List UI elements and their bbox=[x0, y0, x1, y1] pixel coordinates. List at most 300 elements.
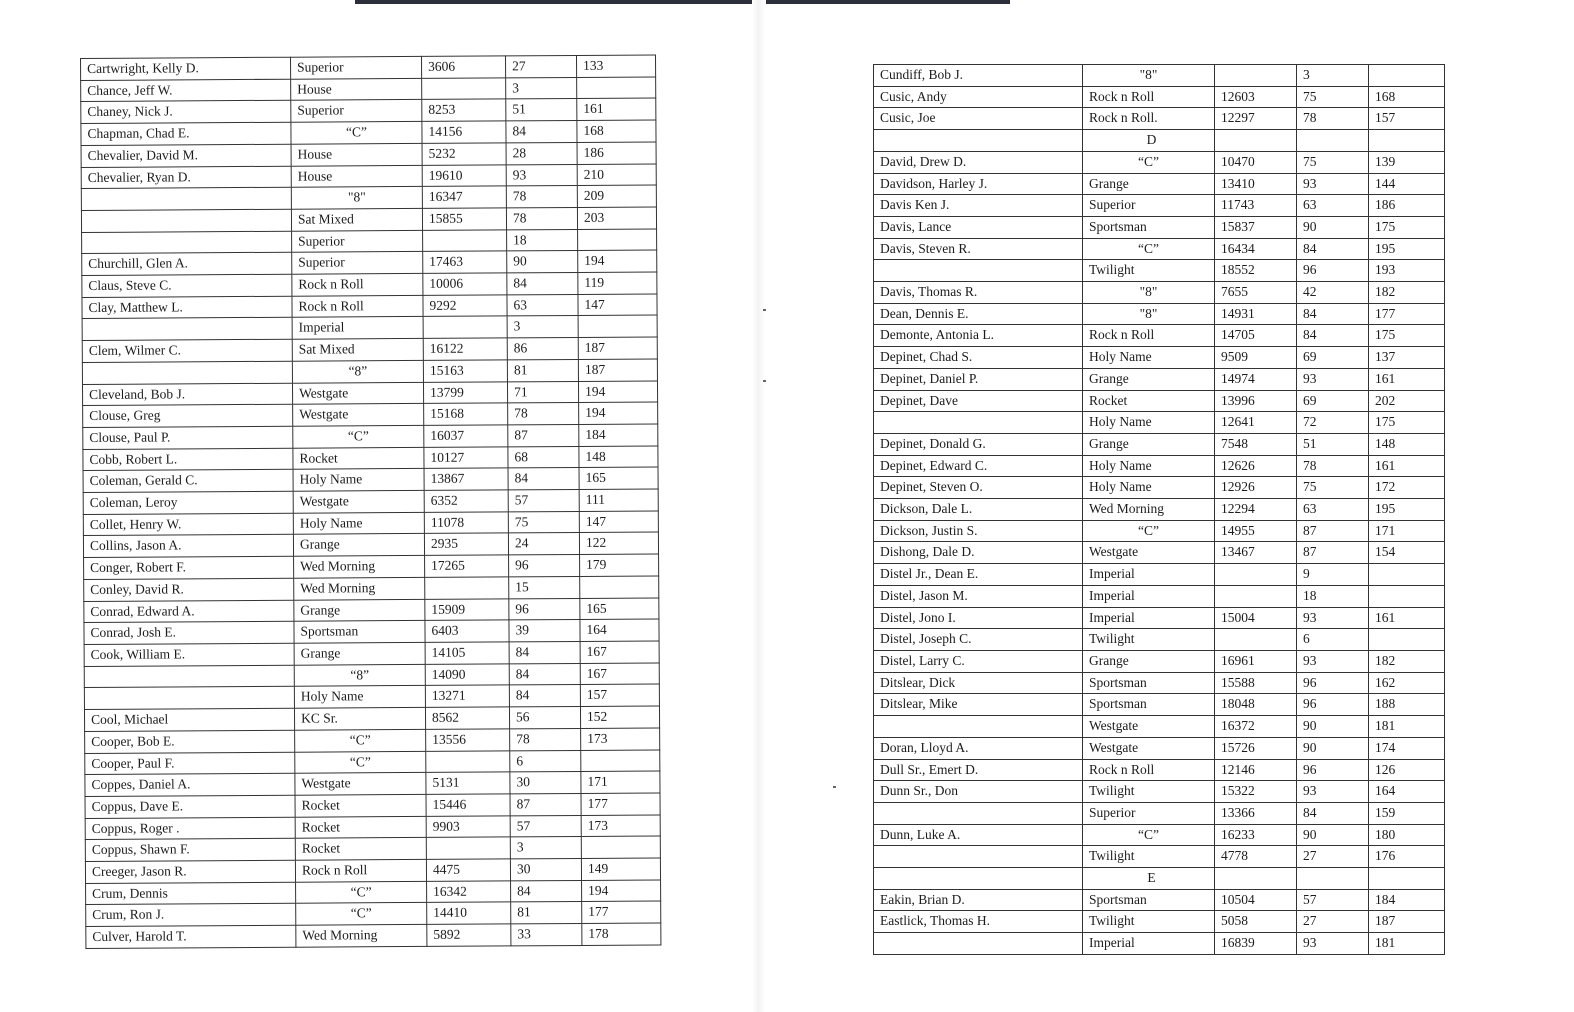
total-pins-cell: 11743 bbox=[1215, 195, 1297, 217]
games-cell: 87 bbox=[1297, 542, 1369, 564]
total-pins-cell: 9292 bbox=[423, 295, 507, 317]
average-cell: 139 bbox=[1369, 151, 1445, 173]
average-cell: 147 bbox=[579, 511, 658, 533]
bowler-name-cell: Conrad, Edward A. bbox=[84, 600, 294, 623]
average-cell: 186 bbox=[577, 142, 656, 164]
average-cell: 187 bbox=[1369, 911, 1445, 933]
empty-cell bbox=[874, 868, 1083, 890]
total-pins-cell: 5058 bbox=[1215, 911, 1297, 933]
average-cell: 167 bbox=[580, 663, 659, 685]
average-cell: 209 bbox=[577, 185, 656, 207]
table-row bbox=[874, 824, 1445, 846]
games-cell: 90 bbox=[507, 251, 578, 273]
games-cell: 68 bbox=[508, 446, 579, 468]
total-pins-cell: 13366 bbox=[1215, 802, 1297, 824]
bowler-name-cell: Cusic, Joe bbox=[874, 108, 1083, 130]
total-pins-cell: 14974 bbox=[1215, 368, 1297, 390]
bowler-name-cell: Dean, Dennis E. bbox=[874, 303, 1083, 325]
bowler-name-cell: Cooper, Paul F. bbox=[85, 752, 295, 775]
league-cell: Grange bbox=[294, 642, 425, 665]
league-cell: Rocket bbox=[295, 816, 426, 839]
average-cell: 152 bbox=[580, 706, 659, 728]
total-pins-cell: 12297 bbox=[1215, 108, 1297, 130]
table-row bbox=[874, 390, 1445, 412]
total-pins-cell: 15855 bbox=[422, 208, 506, 230]
average-cell: 182 bbox=[1369, 650, 1445, 672]
games-cell: 78 bbox=[508, 403, 579, 425]
league-cell: Westgate bbox=[1083, 716, 1215, 738]
league-cell: Sat Mixed bbox=[291, 208, 422, 231]
games-cell: 57 bbox=[1297, 889, 1369, 911]
table-row bbox=[874, 216, 1445, 238]
games-cell: 93 bbox=[1297, 173, 1369, 195]
bowler-name-cell bbox=[81, 187, 291, 210]
right-page-table bbox=[873, 64, 1445, 955]
average-cell: 195 bbox=[1369, 499, 1445, 521]
total-pins-cell bbox=[1215, 629, 1297, 651]
average-cell: 175 bbox=[1369, 325, 1445, 347]
league-cell: Rocket bbox=[293, 447, 424, 470]
games-cell: 93 bbox=[506, 164, 577, 186]
bowler-name-cell: Davis, Lance bbox=[874, 216, 1083, 238]
league-cell: “C” bbox=[293, 425, 424, 448]
league-cell: Wed Morning bbox=[1083, 499, 1215, 521]
bowler-name-cell bbox=[874, 802, 1083, 824]
bowler-name-cell: Davis, Thomas R. bbox=[874, 282, 1083, 304]
total-pins-cell bbox=[1215, 585, 1297, 607]
league-cell: Holy Name bbox=[293, 512, 424, 535]
section-header-row bbox=[874, 130, 1445, 152]
games-cell: 78 bbox=[506, 186, 577, 208]
average-cell: 164 bbox=[1369, 781, 1445, 803]
average-cell: 210 bbox=[577, 163, 656, 185]
average-cell bbox=[1369, 65, 1445, 87]
games-cell: 84 bbox=[509, 641, 580, 663]
games-cell: 3 bbox=[506, 77, 577, 99]
average-cell bbox=[580, 576, 659, 598]
games-cell: 9 bbox=[1297, 564, 1369, 586]
league-cell: Twilight bbox=[1083, 911, 1215, 933]
games-cell: 78 bbox=[1297, 108, 1369, 130]
games-cell: 33 bbox=[511, 924, 582, 946]
total-pins-cell: 5232 bbox=[422, 143, 506, 165]
empty-cell bbox=[1369, 868, 1445, 890]
bowler-name-cell: Clem, Wilmer C. bbox=[82, 339, 292, 362]
bowler-name-cell: Depinet, Edward C. bbox=[874, 455, 1083, 477]
table-row bbox=[874, 325, 1445, 347]
games-cell: 63 bbox=[1297, 499, 1369, 521]
bowler-name-cell: Eastlick, Thomas H. bbox=[874, 911, 1083, 933]
total-pins-cell: 16347 bbox=[422, 186, 506, 208]
average-cell: 175 bbox=[1369, 412, 1445, 434]
bowler-name-cell: Cusic, Andy bbox=[874, 86, 1083, 108]
bowler-name-cell: Cobb, Robert L. bbox=[83, 448, 293, 471]
bowler-name-cell: Dickson, Justin S. bbox=[874, 520, 1083, 542]
bowler-name-cell: Chapman, Chad E. bbox=[81, 122, 291, 145]
total-pins-cell: 15322 bbox=[1215, 781, 1297, 803]
average-cell: 161 bbox=[1369, 607, 1445, 629]
games-cell: 90 bbox=[1297, 824, 1369, 846]
average-cell: 133 bbox=[576, 55, 655, 77]
league-cell: Holy Name bbox=[1083, 412, 1215, 434]
bowler-name-cell: Conger, Robert F. bbox=[84, 556, 294, 579]
league-cell: Holy Name bbox=[1083, 477, 1215, 499]
total-pins-cell: 13867 bbox=[424, 468, 508, 490]
average-cell: 122 bbox=[579, 532, 658, 554]
scan-speck bbox=[763, 380, 766, 382]
table-row bbox=[874, 542, 1445, 564]
games-cell: 63 bbox=[507, 294, 578, 316]
league-cell: Wed Morning bbox=[296, 925, 427, 948]
games-cell: 96 bbox=[1297, 260, 1369, 282]
bowler-name-cell: Eakin, Brian D. bbox=[874, 889, 1083, 911]
section-letter: D bbox=[1083, 130, 1215, 152]
total-pins-cell: 12926 bbox=[1215, 477, 1297, 499]
table-row bbox=[874, 737, 1445, 759]
table-row bbox=[874, 650, 1445, 672]
table-row bbox=[874, 108, 1445, 130]
league-cell: Rock n Roll bbox=[292, 273, 423, 296]
total-pins-cell bbox=[1215, 65, 1297, 87]
average-cell: 161 bbox=[1369, 368, 1445, 390]
league-cell: Rocket bbox=[295, 794, 426, 817]
league-cell: House bbox=[291, 143, 422, 166]
bowler-name-cell: Davidson, Harley J. bbox=[874, 173, 1083, 195]
games-cell: 93 bbox=[1297, 368, 1369, 390]
league-cell: Twilight bbox=[1083, 781, 1215, 803]
average-cell: 144 bbox=[1369, 173, 1445, 195]
bowler-name-cell: Coleman, Leroy bbox=[83, 491, 293, 514]
games-cell: 78 bbox=[1297, 455, 1369, 477]
average-cell: 194 bbox=[578, 250, 657, 272]
games-cell: 84 bbox=[509, 663, 580, 685]
total-pins-cell: 12641 bbox=[1215, 412, 1297, 434]
bowler-name-cell: Clay, Matthew L. bbox=[82, 296, 292, 319]
league-cell: “C” bbox=[1083, 824, 1215, 846]
games-cell: 78 bbox=[506, 207, 577, 229]
games-cell: 6 bbox=[1297, 629, 1369, 651]
table-row bbox=[874, 347, 1445, 369]
average-cell: 177 bbox=[1369, 303, 1445, 325]
games-cell: 93 bbox=[1297, 781, 1369, 803]
league-cell: “C” bbox=[295, 729, 426, 752]
bowler-name-cell: Distel, Larry C. bbox=[874, 650, 1083, 672]
average-cell: 194 bbox=[578, 381, 657, 403]
league-cell: Grange bbox=[294, 599, 425, 622]
average-cell: 203 bbox=[577, 207, 656, 229]
league-cell: House bbox=[291, 165, 422, 188]
games-cell: 93 bbox=[1297, 607, 1369, 629]
total-pins-cell: 2935 bbox=[424, 533, 508, 555]
league-cell: Imperial bbox=[1083, 564, 1215, 586]
bowler-name-cell: Claus, Steve C. bbox=[82, 274, 292, 297]
league-cell: Superior bbox=[292, 230, 423, 253]
total-pins-cell: 13410 bbox=[1215, 173, 1297, 195]
scan-speck bbox=[833, 786, 836, 788]
bowler-name-cell bbox=[874, 260, 1083, 282]
bowler-name-cell: Depinet, Daniel P. bbox=[874, 368, 1083, 390]
total-pins-cell: 12603 bbox=[1215, 86, 1297, 108]
total-pins-cell bbox=[423, 230, 507, 252]
league-cell: Holy Name bbox=[294, 686, 425, 709]
bowler-name-cell: Chevalier, David M. bbox=[81, 144, 291, 167]
average-cell: 193 bbox=[1369, 260, 1445, 282]
league-cell: Superior bbox=[1083, 195, 1215, 217]
bowler-name-cell: Chance, Jeff W. bbox=[81, 79, 291, 102]
total-pins-cell: 15004 bbox=[1215, 607, 1297, 629]
table-row bbox=[874, 368, 1445, 390]
games-cell: 75 bbox=[1297, 477, 1369, 499]
book-gutter bbox=[752, 0, 766, 1012]
total-pins-cell: 5131 bbox=[426, 772, 510, 794]
average-cell: 187 bbox=[578, 359, 657, 381]
table-row bbox=[874, 433, 1445, 455]
total-pins-cell: 10006 bbox=[423, 273, 507, 295]
average-cell: 126 bbox=[1369, 759, 1445, 781]
total-pins-cell: 14105 bbox=[425, 642, 509, 664]
total-pins-cell: 16839 bbox=[1215, 933, 1297, 955]
average-cell bbox=[581, 749, 660, 771]
bowler-name-cell: Cook, William E. bbox=[84, 643, 294, 666]
total-pins-cell: 10127 bbox=[424, 447, 508, 469]
games-cell: 90 bbox=[1297, 716, 1369, 738]
games-cell: 87 bbox=[1297, 520, 1369, 542]
bowler-name-cell: Dishong, Dale D. bbox=[874, 542, 1083, 564]
games-cell: 96 bbox=[1297, 672, 1369, 694]
table-row bbox=[874, 65, 1445, 87]
average-cell: 181 bbox=[1369, 933, 1445, 955]
average-cell: 182 bbox=[1369, 282, 1445, 304]
scan-speck bbox=[763, 309, 766, 311]
bowler-name-cell: Conley, David R. bbox=[84, 578, 294, 601]
league-cell: "8" bbox=[1083, 282, 1215, 304]
league-cell: Superior bbox=[290, 56, 421, 79]
bowler-name-cell bbox=[82, 231, 292, 254]
games-cell: 27 bbox=[1297, 846, 1369, 868]
table-row bbox=[874, 303, 1445, 325]
average-cell: 181 bbox=[1369, 716, 1445, 738]
table-row bbox=[874, 759, 1445, 781]
bowler-name-cell: Culver, Harold T. bbox=[86, 925, 296, 948]
average-cell: 119 bbox=[578, 272, 657, 294]
table-row bbox=[874, 716, 1445, 738]
bowler-name-cell: Davis, Steven R. bbox=[874, 238, 1083, 260]
bowler-name-cell bbox=[82, 318, 292, 341]
average-cell: 157 bbox=[580, 684, 659, 706]
table-row bbox=[874, 86, 1445, 108]
league-cell: Twilight bbox=[1083, 846, 1215, 868]
league-cell: “C” bbox=[1083, 151, 1215, 173]
bowler-name-cell bbox=[82, 361, 292, 384]
games-cell: 81 bbox=[511, 902, 582, 924]
total-pins-cell: 16037 bbox=[424, 425, 508, 447]
average-cell bbox=[1369, 585, 1445, 607]
average-cell: 173 bbox=[581, 728, 660, 750]
total-pins-cell: 19610 bbox=[422, 164, 506, 186]
league-cell: “C” bbox=[295, 751, 426, 774]
games-cell: 90 bbox=[1297, 216, 1369, 238]
bowler-name-cell: Crum, Dennis bbox=[86, 882, 296, 905]
average-cell: 162 bbox=[1369, 672, 1445, 694]
league-cell: Holy Name bbox=[293, 469, 424, 492]
league-cell: Grange bbox=[293, 534, 424, 557]
league-cell: Westgate bbox=[1083, 542, 1215, 564]
games-cell: 90 bbox=[1297, 737, 1369, 759]
bowler-name-cell: Coppes, Daniel A. bbox=[85, 773, 295, 796]
table-row bbox=[874, 911, 1445, 933]
total-pins-cell: 5892 bbox=[427, 924, 511, 946]
total-pins-cell bbox=[425, 577, 509, 599]
games-cell: 27 bbox=[505, 55, 576, 77]
average-cell: 194 bbox=[582, 880, 661, 902]
table-row bbox=[874, 607, 1445, 629]
total-pins-cell: 13996 bbox=[1215, 390, 1297, 412]
table-row bbox=[874, 672, 1445, 694]
total-pins-cell: 15446 bbox=[426, 794, 510, 816]
table-row bbox=[874, 238, 1445, 260]
total-pins-cell: 6352 bbox=[424, 490, 508, 512]
games-cell: 30 bbox=[510, 858, 581, 880]
games-cell: 28 bbox=[506, 142, 577, 164]
average-cell: 148 bbox=[1369, 433, 1445, 455]
games-cell: 84 bbox=[1297, 238, 1369, 260]
total-pins-cell bbox=[426, 837, 510, 859]
scan-top-edge-right bbox=[760, 0, 1010, 4]
average-cell: 186 bbox=[1369, 195, 1445, 217]
total-pins-cell: 14705 bbox=[1215, 325, 1297, 347]
bowler-name-cell: Cool, Michael bbox=[84, 708, 294, 731]
average-cell bbox=[578, 229, 657, 251]
bowler-name-cell: Distel, Jono I. bbox=[874, 607, 1083, 629]
total-pins-cell: 16342 bbox=[427, 881, 511, 903]
empty-cell bbox=[874, 130, 1083, 152]
bowler-name-cell: Crum, Ron J. bbox=[86, 904, 296, 927]
total-pins-cell: 16434 bbox=[1215, 238, 1297, 260]
league-cell: Imperial bbox=[1083, 933, 1215, 955]
bowler-name-cell: Collins, Jason A. bbox=[83, 535, 293, 558]
bowler-name-cell: Churchill, Glen A. bbox=[82, 253, 292, 276]
league-cell: Holy Name bbox=[1083, 455, 1215, 477]
league-cell: Twilight bbox=[1083, 629, 1215, 651]
league-cell: Westgate bbox=[293, 404, 424, 427]
bowler-name-cell: Cleveland, Bob J. bbox=[82, 383, 292, 406]
games-cell: 96 bbox=[509, 555, 580, 577]
games-cell: 69 bbox=[1297, 347, 1369, 369]
bowler-name-cell: Cartwright, Kelly D. bbox=[81, 57, 291, 80]
games-cell: 84 bbox=[1297, 303, 1369, 325]
total-pins-cell: 9509 bbox=[1215, 347, 1297, 369]
total-pins-cell: 15163 bbox=[423, 360, 507, 382]
table-row bbox=[86, 923, 661, 948]
average-cell bbox=[578, 315, 657, 337]
table-row bbox=[874, 499, 1445, 521]
games-cell: 75 bbox=[1297, 86, 1369, 108]
average-cell: 168 bbox=[1369, 86, 1445, 108]
table-row bbox=[874, 151, 1445, 173]
empty-cell bbox=[1297, 130, 1369, 152]
average-cell: 195 bbox=[1369, 238, 1445, 260]
bowler-name-cell: Collet, Henry W. bbox=[83, 513, 293, 536]
games-cell: 84 bbox=[508, 468, 579, 490]
bowler-name-cell: Dickson, Dale L. bbox=[874, 499, 1083, 521]
average-cell bbox=[577, 77, 656, 99]
total-pins-cell: 14090 bbox=[425, 664, 509, 686]
games-cell: 30 bbox=[510, 772, 581, 794]
bowler-name-cell: Distel, Joseph C. bbox=[874, 629, 1083, 651]
games-cell: 71 bbox=[507, 381, 578, 403]
total-pins-cell: 9903 bbox=[426, 815, 510, 837]
total-pins-cell: 17463 bbox=[423, 251, 507, 273]
empty-cell bbox=[1369, 130, 1445, 152]
games-cell: 78 bbox=[510, 728, 581, 750]
games-cell: 75 bbox=[1297, 151, 1369, 173]
bowler-name-cell bbox=[874, 716, 1083, 738]
average-cell: 161 bbox=[577, 98, 656, 120]
bowler-name-cell: Ditslear, Dick bbox=[874, 672, 1083, 694]
games-cell: 72 bbox=[1297, 412, 1369, 434]
table-row bbox=[874, 260, 1445, 282]
league-cell: Rock n Roll bbox=[1083, 325, 1215, 347]
total-pins-cell: 10504 bbox=[1215, 889, 1297, 911]
league-cell: "8" bbox=[1083, 303, 1215, 325]
games-cell: 84 bbox=[509, 685, 580, 707]
league-cell: Sportsman bbox=[294, 621, 425, 644]
league-cell: “C” bbox=[291, 122, 422, 145]
bowler-name-cell: Coppus, Roger . bbox=[85, 817, 295, 840]
total-pins-cell: 16372 bbox=[1215, 716, 1297, 738]
games-cell: 93 bbox=[1297, 650, 1369, 672]
bowler-name-cell: Dull Sr., Emert D. bbox=[874, 759, 1083, 781]
total-pins-cell: 15909 bbox=[425, 598, 509, 620]
total-pins-cell: 14410 bbox=[427, 902, 511, 924]
average-cell: 148 bbox=[579, 446, 658, 468]
total-pins-cell: 13556 bbox=[426, 729, 510, 751]
league-cell: Imperial bbox=[1083, 607, 1215, 629]
games-cell: 84 bbox=[1297, 802, 1369, 824]
league-cell: “C” bbox=[296, 881, 427, 904]
games-cell: 84 bbox=[507, 272, 578, 294]
league-cell: "8" bbox=[1083, 65, 1215, 87]
total-pins-cell bbox=[426, 750, 510, 772]
league-cell: Sportsman bbox=[1083, 889, 1215, 911]
league-cell: Westgate bbox=[292, 382, 423, 405]
table-row bbox=[874, 629, 1445, 651]
bowler-name-cell: Coppus, Dave E. bbox=[85, 795, 295, 818]
bowler-name-cell: Davis Ken J. bbox=[874, 195, 1083, 217]
average-cell: 165 bbox=[579, 467, 658, 489]
average-cell: 164 bbox=[580, 619, 659, 641]
average-cell: 171 bbox=[581, 771, 660, 793]
table-row bbox=[874, 520, 1445, 542]
total-pins-cell: 13271 bbox=[425, 685, 509, 707]
average-cell: 177 bbox=[582, 901, 661, 923]
total-pins-cell: 11078 bbox=[424, 512, 508, 534]
league-cell: Wed Morning bbox=[294, 556, 425, 579]
league-cell: KC Sr. bbox=[294, 707, 425, 730]
total-pins-cell: 8253 bbox=[422, 99, 506, 121]
table-row bbox=[874, 564, 1445, 586]
total-pins-cell: 10470 bbox=[1215, 151, 1297, 173]
average-cell: 165 bbox=[580, 598, 659, 620]
league-cell: Imperial bbox=[292, 317, 423, 340]
league-cell: Rock n Roll. bbox=[1083, 108, 1215, 130]
total-pins-cell bbox=[423, 316, 507, 338]
bowler-name-cell bbox=[874, 412, 1083, 434]
league-cell: “C” bbox=[1083, 520, 1215, 542]
empty-cell bbox=[1215, 130, 1297, 152]
table-row bbox=[874, 455, 1445, 477]
table-row bbox=[874, 846, 1445, 868]
